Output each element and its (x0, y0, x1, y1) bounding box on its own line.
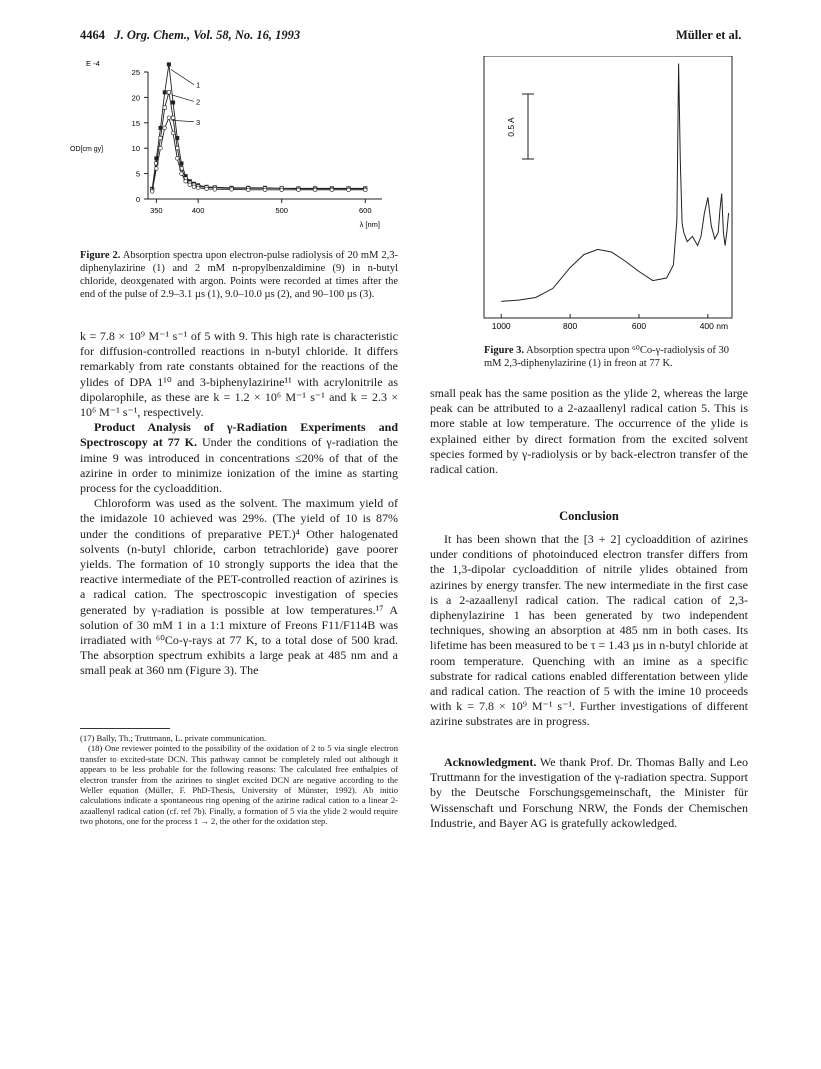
fig2-y-label: OD[cm gy] (70, 146, 104, 154)
paragraph-product-analysis-body: Under the conditions of γ-radiation the imine 9 was introduced in concentrations ≤20% of that of the azirine in order to minimize ionization of the imine as starting process for the cycloaddition. (80, 435, 398, 496)
fig2-callout-1-leader (171, 69, 194, 84)
journal-citation: J. Org. Chem., Vol. 58, No. 16, 1993 (114, 28, 301, 42)
conclusion-text (430, 532, 748, 730)
fig2-x-tick-label: 350 (150, 206, 163, 215)
fig2-callout-1: 1 (195, 80, 201, 90)
fig2-series-3-point (205, 187, 209, 191)
fig2-series-2-point (167, 91, 170, 94)
fig2-y-tick-label: 0 (135, 195, 140, 204)
fig2-y-tick-label: 10 (131, 144, 140, 154)
fig3-scale-bar-label: 0.5 A (506, 117, 516, 137)
fig2-y-tick-label: 5 (135, 169, 140, 179)
fig2-series-3-point (363, 188, 367, 192)
paragraph-ylide: small peak has the same position as the ylide 2, whereas the large peak can be attributed to a 2-azaallenyl radical cation 5. This is more stable at low temperature. The occurrence of the ylide is explained either by direct formation from the excited solvent species formed by γ-radiolysis or by back-electron transfer of the radical cation. (430, 386, 748, 477)
fig2-series-3-point (175, 157, 179, 161)
figure2-caption-text: Absorption spectra upon electron-pulse radiolysis of 20 mM 2,3-diphenylazirine (1) and 2 mM n-propylbenzaldimine (9) in n-butyl chloride, deoxgenated with argon. Points were recorded at times after the end of the pulse of 2.9–3.1 µs (1), 9.0–10.0 µs (2), and 90–100 µs (3). (80, 250, 398, 300)
fig2-series-3-point (150, 190, 154, 194)
fig3-x-tick-label: 600 (631, 321, 647, 331)
fig2-y-tick-label: 20 (131, 93, 140, 103)
fig2-series-3-point (313, 188, 317, 192)
figure2-label: Figure 2. (80, 250, 121, 261)
fig3-spectrum-line (501, 64, 728, 302)
footnote-17: (17) Bally, Th.; Truttmann, L. private communication. (80, 733, 267, 743)
fig2-x-tick-label: 600 (359, 206, 372, 215)
fig2-series-1-line (152, 64, 365, 188)
fig2-series-3-point (263, 188, 267, 192)
figure3-frame (484, 56, 732, 318)
fig3-x-tick-label: 400 nm (699, 321, 729, 331)
paragraph-chloroform: Chloroform was used as the solvent. The maximum yield of the imidazole 10 achieved was 29%. (The yield of 10 is 87% under the conditions of preparative PET.)⁴ Other halogenated solvents (n-butyl chloride, carbon tetrachloride) gave poorer yields. The formation of 10 strongly supports the idea that the reactive intermediate of the PET-controlled reaction of azirines is a radical cation. The spectroscopic investigation of species generated by γ-radiation is possible at low temperatures.¹⁷ A solution of 30 mM 1 in a 1:1 mixture of Freons F11/F114B was irradiated with ⁶⁰Co-γ-rays at 77 K, to a total dose of 500 krad. The absorption spectrum exhibits a large peak at 485 nm and a small peak at 360 nm (Figure 3). The (80, 496, 398, 678)
fig2-series-2-point (159, 136, 162, 139)
fig2-series-2-point (171, 116, 174, 119)
fig2-series-3-point (230, 188, 234, 192)
fig2-series-3-point (184, 179, 188, 183)
fig3-x-tick-label: 1000 (491, 321, 511, 331)
fig2-series-1-point (171, 101, 174, 104)
page-number: 4464 (80, 28, 105, 42)
fig2-series-3-point (180, 172, 184, 176)
footnote-rule (80, 728, 170, 729)
figure3-label: Figure 3. (484, 345, 525, 356)
fig3-x-tick-label: 800 (563, 321, 578, 331)
left-column-text (80, 329, 398, 679)
fig2-x-tick-label: 400 (191, 206, 205, 215)
fig2-series-3-point (163, 126, 167, 130)
fig2-series-3-point (171, 131, 175, 135)
fig2-y-tick-label: 15 (131, 118, 140, 128)
figure2-caption (80, 249, 398, 301)
fig2-x-tick-label: 500 (275, 206, 288, 215)
section-heading-product-analysis: Product Analysis of γ-Radiation Experiments and Spectroscopy at 77 K. (80, 420, 398, 450)
running-header-authors: Müller et al. (676, 28, 742, 42)
fig2-callout-2-leader (172, 95, 194, 102)
fig2-series-3-point (280, 188, 284, 192)
paragraph-acknowledgment (430, 755, 748, 831)
fig2-series-3-point (196, 186, 200, 190)
acknowledgment-body: We thank Prof. Dr. Thomas Bally and Leo Truttmann for the investigation of the γ-radiation spectra. Support by the Deutsche Forschungsgemeinschaft, the Minister für Wissenschaft und Forschung NRW, the Fonds der Chemischen Industrie, and Bayer AG is gratefully ackowledged. (430, 755, 748, 830)
fig2-series-3-point (347, 188, 351, 192)
fig2-series-3-point (192, 185, 196, 189)
fig2-series-3-point (213, 188, 217, 192)
paragraph-conclusion: It has been shown that the [3 + 2] cycloaddition of azirines under conditions of photoinduced electron transfer differs from the 1,3-dipolar cycloaddition of nitrile ylides obtained from azirines by energy transfer. The new intermediate in the first case is a 2-azaallenyl radical cation. The radical cation of 2,3-diphenylazirine 1 has been generated by two independent techniques, showing an absorption at 485 nm in both cases. Its lifetime has been measured to be τ = 1.43 µs in n-butyl chloride at room temperature. Quenching with an imine as a specific substrate for radical cations enabled differentation between ylide and radical cation. The reaction of 5 with the imine 10 proceeds with k = 7.8 × 10⁹ M⁻¹ s⁻¹. Further investigations of different azirine substrates are in progress. (430, 532, 748, 729)
fig2-x-label: λ [nm] (359, 220, 380, 229)
figure2-chart (60, 52, 400, 242)
fig2-series-2-line (152, 92, 365, 190)
fig2-series-3-point (297, 188, 301, 192)
figure3-caption-text: Absorption spectra upon ⁶⁰Co-γ-radiolysis of 30 mM 2,3-diphenylazirine (1) in freon at 77 K. (484, 345, 730, 369)
fig2-series-1-point (167, 63, 170, 66)
fig2-series-3-point (330, 188, 334, 192)
figure3-caption (484, 344, 749, 370)
figure3-chart (470, 56, 750, 336)
conclusion-heading: Conclusion (559, 509, 619, 523)
paragraph-product-analysis (80, 420, 398, 496)
running-header-left (80, 28, 300, 43)
fig2-callout-3: 3 (195, 117, 201, 127)
right-column-text (430, 386, 748, 477)
fig2-series-3-point (188, 183, 192, 187)
fig2-series-3-point (167, 116, 171, 120)
acknowledgment (430, 755, 748, 831)
acknowledgment-heading: Acknowledgment. (444, 755, 537, 769)
footnotes (80, 733, 398, 827)
fig2-series-2-point (163, 106, 166, 109)
footnote-18: (18) One reviewer pointed to the possibility of the oxidation of 2 to 5 via single electron transfer to excited-state DCN. This pathway cannot be completely ruled out although it appears to be less probable for the following reasons: The calculated free enthalpies of electron transfer from the azirines to singlet excited DCN are negative according to the Weller equation (Müller, F. PhD-Thesis, University of Münster, 1992). Ab initio calculations indicate a spontaneous ring opening of the azirine radical cation to a linear 2-azaallenyl radical cation (cf. ref 7b). Finally, a formation of 5 via the ylide 2 would require two photons, one for the process 1 → 2, the other for the oxidation step. (80, 743, 398, 827)
fig2-series-3-point (159, 146, 163, 150)
fig2-series-3-point (155, 167, 159, 171)
fig2-series-3-point (246, 188, 250, 192)
fig2-callout-2: 2 (195, 97, 201, 107)
paragraph-rate-constants: k = 7.8 × 10⁹ M⁻¹ s⁻¹ of 5 with 9. This high rate is characteristic for diffusion-controlled reactions in n-butyl chloride. It differs remarkably from rate constants obtained for the reactions of the ylides of DPA 1¹⁰ and 3-biphenylazirine¹¹ with acrylonitrile as dipolarophile, as these are k = 1.2 × 10⁶ M⁻¹ s⁻¹ and k = 2.3 × 10⁶ M⁻¹ s⁻¹, respectively. (80, 329, 398, 420)
fig2-y-tick-label: 25 (131, 68, 140, 77)
fig2-series-1-point (163, 91, 166, 94)
fig2-scale-label: E -4 (86, 59, 100, 68)
